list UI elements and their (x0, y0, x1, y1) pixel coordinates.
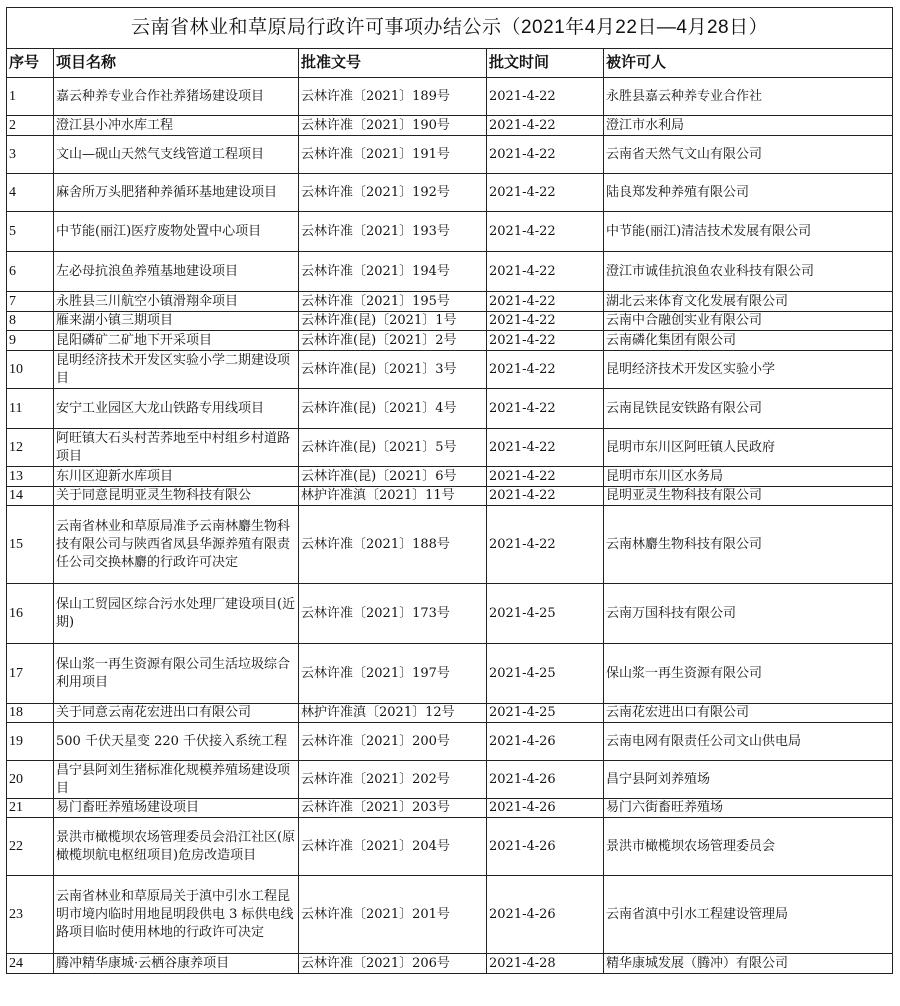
column-header-project-name: 项目名称 (54, 49, 299, 78)
row-number: 9 (7, 331, 54, 351)
project-name-cell: 安宁工业园区大龙山铁路专用线项目 (54, 389, 299, 429)
licensee-cell: 云南省天然气文山有限公司 (604, 136, 893, 174)
row-number: 18 (7, 704, 54, 723)
approval-date-cell: 2021-4-22 (487, 467, 604, 487)
table-row (7, 331, 893, 351)
project-name-cell: 澄江县小冲水库工程 (54, 116, 299, 136)
approval-date-cell: 2021-4-22 (487, 429, 604, 467)
table-row (7, 312, 893, 331)
column-header-no: 序号 (7, 49, 54, 78)
licensee-cell: 澄江市诚佳抗浪鱼农业科技有限公司 (604, 252, 893, 292)
row-number: 14 (7, 487, 54, 506)
licensee-cell: 湖北云来体育文化发展有限公司 (604, 292, 893, 312)
approval-date-cell: 2021-4-22 (487, 116, 604, 136)
licensee-cell: 中节能(丽江)清洁技术发展有限公司 (604, 212, 893, 252)
table-row (7, 704, 893, 723)
project-name-cell: 腾冲精华康城·云栖谷康养项目 (54, 954, 299, 974)
announcement-sheet (6, 7, 892, 974)
approval-number-cell: 云林许准(昆)〔2021〕4号 (299, 389, 487, 429)
licensee-cell: 云南中合融创实业有限公司 (604, 312, 893, 331)
licensee-cell: 永胜县嘉云种养专业合作社 (604, 78, 893, 116)
row-number: 16 (7, 584, 54, 644)
project-name-cell: 500 千伏天星变 220 千伏接入系统工程 (54, 723, 299, 761)
licensee-cell: 精华康城发展（腾冲）有限公司 (604, 954, 893, 974)
table-row (7, 252, 893, 292)
table-row (7, 876, 893, 954)
approval-number-cell: 云林许准〔2021〕194号 (299, 252, 487, 292)
licensee-cell: 陆良郑发种养殖有限公司 (604, 174, 893, 212)
row-number: 10 (7, 351, 54, 389)
approval-date-cell: 2021-4-22 (487, 252, 604, 292)
approval-number-cell: 林护许准滇〔2021〕11号 (299, 487, 487, 506)
approval-number-cell: 云林许准(昆)〔2021〕5号 (299, 429, 487, 467)
licensee-cell: 云南万国科技有限公司 (604, 584, 893, 644)
row-number: 2 (7, 116, 54, 136)
approval-date-cell: 2021-4-22 (487, 136, 604, 174)
table-row (7, 818, 893, 876)
approval-number-cell: 云林许准〔2021〕206号 (299, 954, 487, 974)
approval-date-cell: 2021-4-26 (487, 818, 604, 876)
approval-number-cell: 云林许准〔2021〕189号 (299, 78, 487, 116)
approval-date-cell: 2021-4-28 (487, 954, 604, 974)
approval-date-cell: 2021-4-22 (487, 389, 604, 429)
column-header-approval-number: 批准文号 (299, 49, 487, 78)
licensee-cell: 云南磷化集团有限公司 (604, 331, 893, 351)
table-row (7, 506, 893, 584)
column-header-licensee: 被许可人 (604, 49, 893, 78)
project-name-cell: 云南省林业和草原局准予云南林麝生物科技有限公司与陕西省凤县华源养殖有限责任公司交换林麝的行政许可决定 (54, 506, 299, 584)
approval-date-cell: 2021-4-25 (487, 704, 604, 723)
row-number: 19 (7, 723, 54, 761)
licensee-cell: 昆明亚灵生物科技有限公司 (604, 487, 893, 506)
table-row (7, 723, 893, 761)
approval-date-cell: 2021-4-22 (487, 292, 604, 312)
row-number: 20 (7, 761, 54, 799)
licensee-cell: 云南林麝生物科技有限公司 (604, 506, 893, 584)
approval-date-cell: 2021-4-22 (487, 78, 604, 116)
project-name-cell: 景洪市橄榄坝农场管理委员会沿江社区(原橄榄坝航电枢纽项目)危房改造项目 (54, 818, 299, 876)
row-number: 13 (7, 467, 54, 487)
project-name-cell: 关于同意云南花宏进出口有限公司 (54, 704, 299, 723)
row-number: 7 (7, 292, 54, 312)
approval-date-cell: 2021-4-22 (487, 487, 604, 506)
row-number: 23 (7, 876, 54, 954)
licensee-cell: 云南昆铁昆安铁路有限公司 (604, 389, 893, 429)
table-row (7, 351, 893, 389)
table-row (7, 799, 893, 818)
approval-date-cell: 2021-4-22 (487, 174, 604, 212)
row-number: 15 (7, 506, 54, 584)
approval-number-cell: 云林许准〔2021〕202号 (299, 761, 487, 799)
project-name-cell: 昌宁县阿刘生猪标准化规模养殖场建设项目 (54, 761, 299, 799)
project-name-cell: 文山—砚山天然气支线管道工程项目 (54, 136, 299, 174)
licensee-cell: 易门六街畜旺养殖场 (604, 799, 893, 818)
approval-number-cell: 云林许准〔2021〕188号 (299, 506, 487, 584)
licensee-cell: 昌宁县阿刘养殖场 (604, 761, 893, 799)
table-row (7, 487, 893, 506)
row-number: 21 (7, 799, 54, 818)
table-header-row (7, 49, 893, 78)
licensee-cell: 昆明市东川区水务局 (604, 467, 893, 487)
row-number: 12 (7, 429, 54, 467)
approval-number-cell: 林护许准滇〔2021〕12号 (299, 704, 487, 723)
table-row (7, 954, 893, 974)
approval-date-cell: 2021-4-26 (487, 761, 604, 799)
approval-number-cell: 云林许准〔2021〕195号 (299, 292, 487, 312)
approval-table (6, 7, 893, 974)
table-row (7, 116, 893, 136)
approval-number-cell: 云林许准(昆)〔2021〕1号 (299, 312, 487, 331)
row-number: 17 (7, 644, 54, 704)
row-number: 1 (7, 78, 54, 116)
project-name-cell: 昆阳磷矿二矿地下开采项目 (54, 331, 299, 351)
row-number: 4 (7, 174, 54, 212)
project-name-cell: 左必母抗浪鱼养殖基地建设项目 (54, 252, 299, 292)
approval-number-cell: 云林许准〔2021〕200号 (299, 723, 487, 761)
row-number: 24 (7, 954, 54, 974)
row-number: 3 (7, 136, 54, 174)
project-name-cell: 东川区迎新水库项目 (54, 467, 299, 487)
approval-date-cell: 2021-4-26 (487, 876, 604, 954)
approval-date-cell: 2021-4-22 (487, 331, 604, 351)
row-number: 5 (7, 212, 54, 252)
approval-number-cell: 云林许准〔2021〕203号 (299, 799, 487, 818)
approval-date-cell: 2021-4-22 (487, 212, 604, 252)
table-row (7, 136, 893, 174)
project-name-cell: 关于同意昆明亚灵生物科技有限公 (54, 487, 299, 506)
licensee-cell: 云南电网有限责任公司文山供电局 (604, 723, 893, 761)
approval-number-cell: 云林许准〔2021〕173号 (299, 584, 487, 644)
licensee-cell: 澄江市水利局 (604, 116, 893, 136)
project-name-cell: 麻舍所万头肥猪种养循环基地建设项目 (54, 174, 299, 212)
project-name-cell: 昆明经济技术开发区实验小学二期建设项目 (54, 351, 299, 389)
column-header-approval-date: 批文时间 (487, 49, 604, 78)
approval-number-cell: 云林许准〔2021〕197号 (299, 644, 487, 704)
approval-number-cell: 云林许准(昆)〔2021〕6号 (299, 467, 487, 487)
row-number: 11 (7, 389, 54, 429)
table-row (7, 292, 893, 312)
project-name-cell: 中节能(丽江)医疗废物处置中心项目 (54, 212, 299, 252)
project-name-cell: 云南省林业和草原局关于滇中引水工程昆明市境内临时用地昆明段供电 3 标供电线路项目临时使用林地的行政许可决定 (54, 876, 299, 954)
approval-date-cell: 2021-4-22 (487, 351, 604, 389)
approval-date-cell: 2021-4-25 (487, 584, 604, 644)
row-number: 22 (7, 818, 54, 876)
approval-number-cell: 云林许准〔2021〕204号 (299, 818, 487, 876)
licensee-cell: 云南省滇中引水工程建设管理局 (604, 876, 893, 954)
licensee-cell: 昆明市东川区阿旺镇人民政府 (604, 429, 893, 467)
table-row (7, 78, 893, 116)
approval-number-cell: 云林许准(昆)〔2021〕2号 (299, 331, 487, 351)
licensee-cell: 昆明经济技术开发区实验小学 (604, 351, 893, 389)
licensee-cell: 云南花宏进出口有限公司 (604, 704, 893, 723)
licensee-cell: 保山浆一再生资源有限公司 (604, 644, 893, 704)
table-row (7, 174, 893, 212)
page-title: 云南省林业和草原局行政许可事项办结公示（2021年4月22日—4月28日） (7, 8, 893, 49)
table-row (7, 389, 893, 429)
project-name-cell: 保山浆一再生资源有限公司生活垃圾综合利用项目 (54, 644, 299, 704)
project-name-cell: 保山工贸园区综合污水处理厂建设项目(近期) (54, 584, 299, 644)
project-name-cell: 永胜县三川航空小镇滑翔伞项目 (54, 292, 299, 312)
approval-date-cell: 2021-4-25 (487, 644, 604, 704)
table-row (7, 467, 893, 487)
project-name-cell: 阿旺镇大石头村苦荞地至中村组乡村道路项目 (54, 429, 299, 467)
approval-date-cell: 2021-4-22 (487, 506, 604, 584)
approval-number-cell: 云林许准〔2021〕192号 (299, 174, 487, 212)
approval-number-cell: 云林许准(昆)〔2021〕3号 (299, 351, 487, 389)
licensee-cell: 景洪市橄榄坝农场管理委员会 (604, 818, 893, 876)
row-number: 6 (7, 252, 54, 292)
row-number: 8 (7, 312, 54, 331)
approval-date-cell: 2021-4-26 (487, 799, 604, 818)
approval-number-cell: 云林许准〔2021〕193号 (299, 212, 487, 252)
table-row (7, 429, 893, 467)
project-name-cell: 嘉云种养专业合作社养猪场建设项目 (54, 78, 299, 116)
approval-date-cell: 2021-4-22 (487, 312, 604, 331)
table-row (7, 584, 893, 644)
approval-number-cell: 云林许准〔2021〕191号 (299, 136, 487, 174)
table-row (7, 761, 893, 799)
project-name-cell: 雁来湖小镇三期项目 (54, 312, 299, 331)
table-row (7, 212, 893, 252)
approval-number-cell: 云林许准〔2021〕201号 (299, 876, 487, 954)
project-name-cell: 易门畜旺养殖场建设项目 (54, 799, 299, 818)
table-row (7, 644, 893, 704)
approval-number-cell: 云林许准〔2021〕190号 (299, 116, 487, 136)
approval-date-cell: 2021-4-26 (487, 723, 604, 761)
